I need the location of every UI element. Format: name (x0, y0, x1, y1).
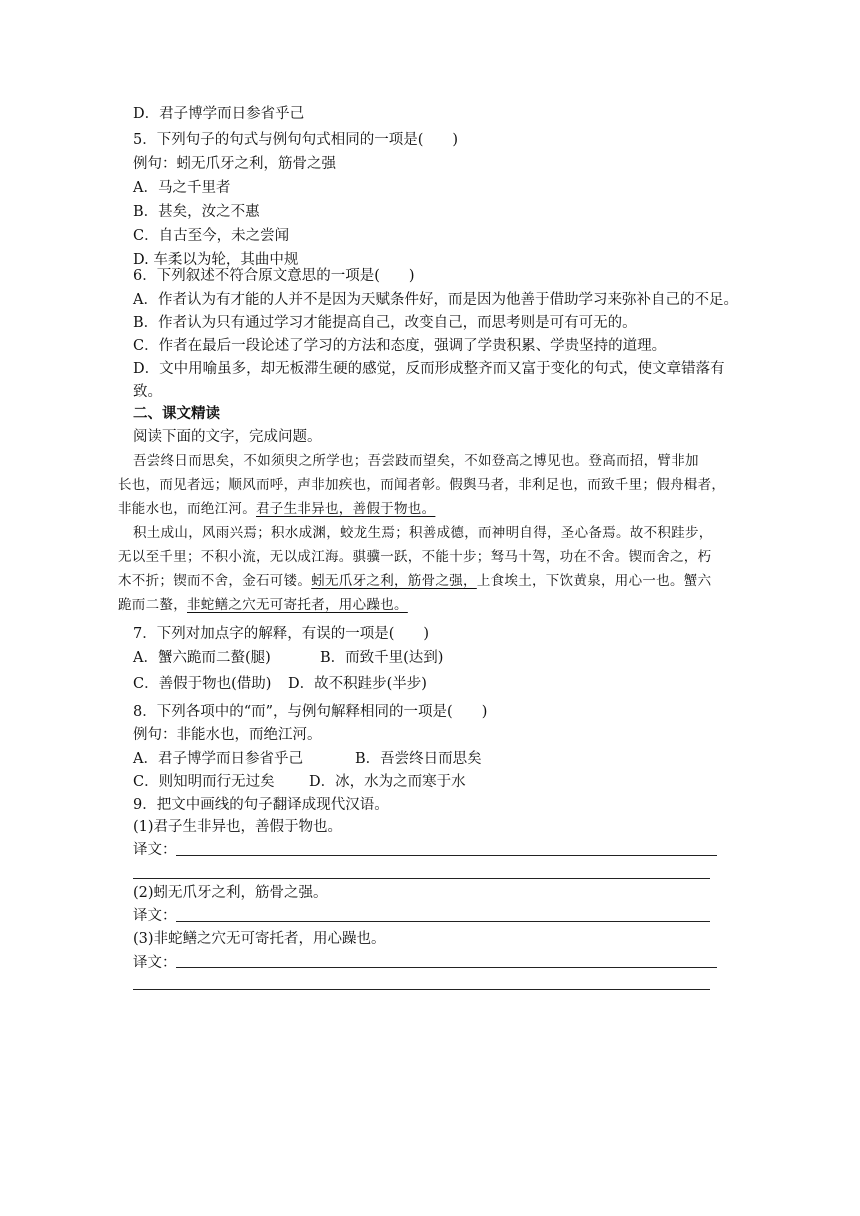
q6-option-b: B．作者认为只有通过学习才能提高自己，改变自己，而思考则是可有可无的。 (133, 315, 637, 331)
passage-p1-line2: 长也，而见者远；顺风而呼，声非加疾也，而闻者彰。假舆马者，非利足也，而致千里；假舟楫者， (118, 477, 726, 493)
q9-sentence-3: (3)非蛇鳝之穴无可寄托者，用心躁也。 (133, 931, 386, 947)
q5-example: 例句：蚓无爪牙之利，筋骨之强 (133, 156, 336, 172)
q6-stem: 6．下列叙述不符合原文意思的一项是( ) (133, 268, 415, 284)
q7-option-d: D．故不积跬步(半步) (288, 676, 427, 692)
q6-option-a: A．作者认为有才能的人并不是因为天赋条件好，而是因为他善于借助学习来弥补自己的不足。 (133, 292, 738, 308)
q9-sentence-2: (2)蚓无爪牙之利，筋骨之强。 (133, 885, 328, 901)
q6-option-d-line1: D．文中用喻虽多，却无板滞生硬的感觉，反而形成整齐而又富于变化的句式，使文章错落有 (133, 361, 725, 377)
q8-option-a: A．君子博学而日参省乎己 (133, 751, 303, 767)
q7-option-a: A．蟹六跪而二螯(腿) (133, 650, 271, 666)
passage-p2-line1: 积土成山，风雨兴焉；积水成渊，蛟龙生焉；积善成德，而神明自得，圣心备焉。故不积跬步， (133, 525, 713, 541)
passage-p2-line2: 无以至千里；不积小流，无以成江海。骐骥一跃，不能十步；驽马十驾，功在不舍。锲而舍之，朽 (118, 549, 712, 565)
q7-option-c: C．善假于物也(借助) (133, 676, 272, 692)
q7-option-b: B．而致千里(达到) (320, 650, 444, 666)
passage-p1-line3-text: 非能水也，而绝江河。 (118, 501, 256, 517)
q9-answer-label-3: 译文： (133, 955, 177, 971)
section-instruction: 阅读下面的文字，完成问题。 (133, 429, 322, 445)
answer-line-1a[interactable] (176, 855, 717, 856)
q7-options-row2 (133, 674, 427, 694)
answer-line-2[interactable] (176, 921, 710, 922)
passage-p2-line3-text-b: 上食埃土，下饮黄泉，用心一也。蟹六 (476, 573, 712, 589)
q9-stem: 9．把文中画线的句子翻译成现代汉语。 (133, 797, 389, 813)
q8-options-row1 (133, 749, 482, 769)
q5-stem: 5．下列句子的句式与例句句式相同的一项是( ) (133, 132, 459, 148)
q7-stem: 7．下列对加点字的解释，有误的一项是( ) (133, 626, 430, 642)
underlined-sentence-3: 非蛇鳝之穴无可寄托者，用心躁也。 (187, 597, 408, 613)
q7-options-row1 (133, 648, 443, 668)
q8-options-row2 (133, 772, 466, 792)
q6-option-c: C．作者在最后一段论述了学习的方法和态度，强调了学贵积累、学贵坚持的道理。 (133, 338, 667, 354)
passage-p2-line4-text: 跪而二螯， (118, 597, 187, 613)
q9-answer-label-2: 译文： (133, 908, 177, 924)
q8-option-d: D．冰，水为之而寒于水 (309, 774, 466, 790)
underlined-sentence-2: 蚓无爪牙之利，筋骨之强， (311, 573, 477, 589)
answer-line-3a[interactable] (176, 967, 717, 968)
section-heading: 二、课文精读 (133, 405, 220, 422)
q8-option-c: C．则知明而行无过矣 (133, 774, 275, 790)
passage-p1-line3 (118, 499, 435, 519)
passage-p2-line3 (118, 571, 711, 591)
q9-sentence-1: (1)君子生非异也，善假于物也。 (133, 819, 343, 835)
q8-stem: 8．下列各项中的“而”，与例句解释相同的一项是( ) (133, 704, 488, 720)
q5-option-a: A．马之千里者 (133, 180, 231, 196)
q4-option-d: D．君子博学而日参省乎己 (133, 106, 305, 122)
passage-p2-line3-text-a: 木不折；锲而不舍，金石可镂。 (118, 573, 312, 589)
q5-option-d: D. 车柔以为轮，其曲中规 (133, 252, 299, 268)
answer-line-1b[interactable] (133, 878, 710, 879)
q9-answer-label-1: 译文： (133, 842, 177, 858)
q5-option-c: C．自古至今，未之尝闻 (133, 228, 290, 244)
underlined-sentence-1: 君子生非异也，善假于物也。 (256, 501, 436, 517)
q5-option-b: B．甚矣，汝之不惠 (133, 204, 260, 220)
q6-option-d-line2: 致。 (133, 384, 162, 400)
answer-line-3b[interactable] (133, 989, 710, 990)
passage-p1-line1: 吾尝终日而思矣，不如须臾之所学也；吾尝跂而望矣，不如登高之博见也。登高而招，臂非加 (133, 453, 699, 469)
passage-p2-line4 (118, 595, 408, 615)
q8-option-b: B．吾尝终日而思矣 (355, 751, 482, 767)
q8-example: 例句：非能水也，而绝江河。 (133, 727, 322, 743)
